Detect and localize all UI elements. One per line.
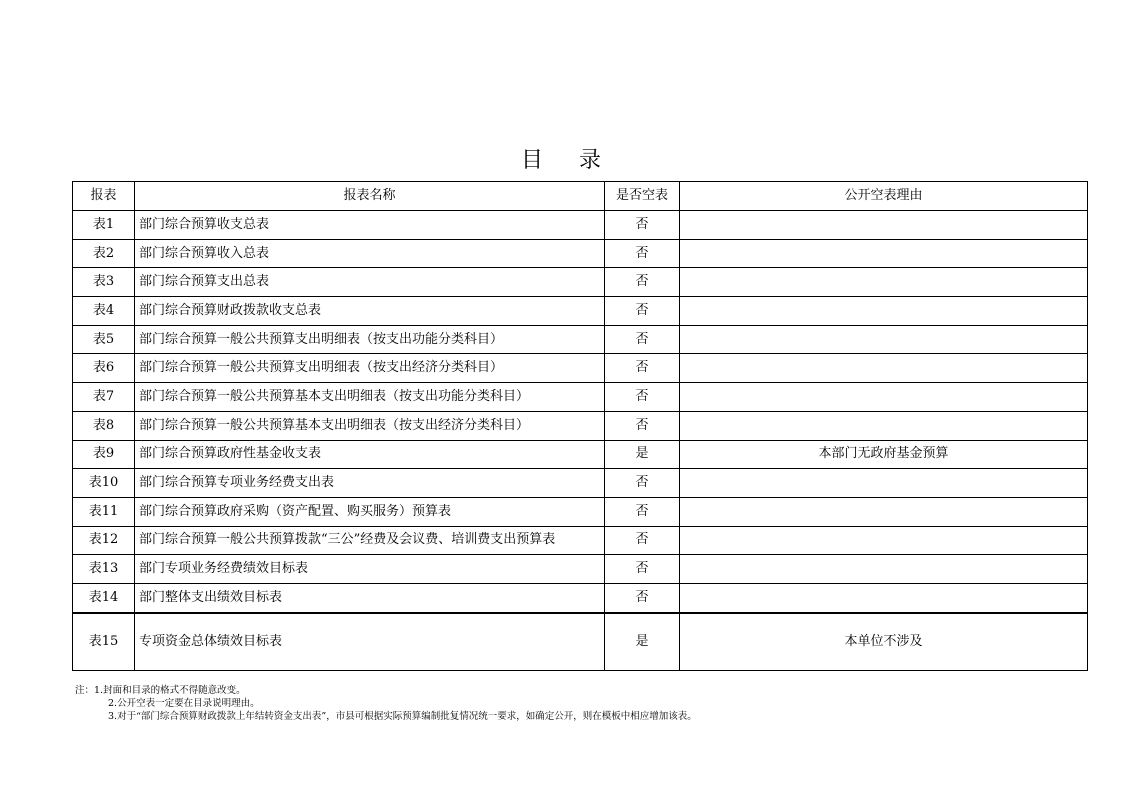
note-2: 2.公开空表一定要在目录说明理由。 — [108, 698, 260, 709]
table-row — [73, 383, 1088, 412]
row-id: 表2 — [73, 239, 135, 268]
row-empty: 否 — [605, 383, 680, 412]
header-report-name: 报表名称 — [135, 182, 605, 211]
table-row — [73, 211, 1088, 240]
table-row — [73, 440, 1088, 469]
row-id: 表15 — [73, 613, 135, 671]
row-reason — [680, 325, 1088, 354]
row-empty: 否 — [605, 211, 680, 240]
row-name: 部门综合预算支出总表 — [135, 268, 605, 297]
table-row — [73, 497, 1088, 526]
row-name: 部门综合预算一般公共预算基本支出明细表（按支出功能分类科目） — [135, 383, 605, 412]
row-reason — [680, 555, 1088, 584]
row-empty: 否 — [605, 526, 680, 555]
row-reason — [680, 411, 1088, 440]
row-name: 部门专项业务经费绩效目标表 — [135, 555, 605, 584]
row-name: 部门综合预算专项业务经费支出表 — [135, 469, 605, 498]
row-id: 表14 — [73, 583, 135, 612]
footnotes — [75, 684, 697, 723]
table-row — [73, 297, 1088, 326]
row-empty: 是 — [605, 440, 680, 469]
row-id: 表11 — [73, 497, 135, 526]
table-row — [73, 411, 1088, 440]
table-row — [73, 354, 1088, 383]
row-name: 部门整体支出绩效目标表 — [135, 583, 605, 612]
table-row — [73, 526, 1088, 555]
header-is-empty: 是否空表 — [605, 182, 680, 211]
row-name: 部门综合预算政府采购（资产配置、购买服务）预算表 — [135, 497, 605, 526]
row-empty: 否 — [605, 555, 680, 584]
header-report: 报表 — [73, 182, 135, 211]
table-row — [73, 268, 1088, 297]
row-empty: 否 — [605, 583, 680, 612]
row-name: 部门综合预算一般公共预算支出明细表（按支出功能分类科目） — [135, 325, 605, 354]
table-row — [73, 613, 1088, 671]
row-id: 表5 — [73, 325, 135, 354]
table-header-row — [73, 182, 1088, 211]
row-id: 表10 — [73, 469, 135, 498]
table-row — [73, 325, 1088, 354]
row-name: 部门综合预算收支总表 — [135, 211, 605, 240]
row-reason — [680, 297, 1088, 326]
row-name: 部门综合预算财政拨款收支总表 — [135, 297, 605, 326]
row-name: 专项资金总体绩效目标表 — [135, 613, 605, 671]
row-id: 表12 — [73, 526, 135, 555]
table-row — [73, 583, 1088, 612]
table-row — [73, 469, 1088, 498]
row-name: 部门综合预算收入总表 — [135, 239, 605, 268]
row-empty: 否 — [605, 297, 680, 326]
row-id: 表7 — [73, 383, 135, 412]
table-row — [73, 239, 1088, 268]
row-empty: 否 — [605, 268, 680, 297]
row-id: 表3 — [73, 268, 135, 297]
row-empty: 是 — [605, 613, 680, 671]
row-id: 表8 — [73, 411, 135, 440]
row-name: 部门综合预算一般公共预算支出明细表（按支出经济分类科目） — [135, 354, 605, 383]
note-line — [75, 684, 697, 697]
row-reason — [680, 268, 1088, 297]
row-reason — [680, 239, 1088, 268]
row-id: 表4 — [73, 297, 135, 326]
row-reason: 本单位不涉及 — [680, 613, 1088, 671]
row-id: 表13 — [73, 555, 135, 584]
row-empty: 否 — [605, 411, 680, 440]
row-reason — [680, 354, 1088, 383]
row-name: 部门综合预算一般公共预算拨款“三公”经费及会议费、培训费支出预算表 — [135, 526, 605, 555]
row-empty: 否 — [605, 325, 680, 354]
catalog-table — [72, 181, 1088, 671]
row-reason — [680, 383, 1088, 412]
note-1: 1.封面和目录的格式不得随意改变。 — [94, 685, 246, 696]
row-reason: 本部门无政府基金预算 — [680, 440, 1088, 469]
row-reason — [680, 469, 1088, 498]
row-empty: 否 — [605, 469, 680, 498]
row-empty: 否 — [605, 239, 680, 268]
row-id: 表9 — [73, 440, 135, 469]
page-title: 目录 — [520, 148, 637, 173]
row-reason — [680, 211, 1088, 240]
row-name: 部门综合预算一般公共预算基本支出明细表（按支出经济分类科目） — [135, 411, 605, 440]
note-prefix: 注： — [75, 685, 95, 696]
row-reason — [680, 526, 1088, 555]
row-empty: 否 — [605, 497, 680, 526]
header-empty-reason: 公开空表理由 — [680, 182, 1088, 211]
note-3: 3.对于“部门综合预算财政拨款上年结转资金支出表”，市县可根据实际预算编制批复情况统一要求，如确定公开，则在模板中相应增加该表。 — [108, 711, 697, 722]
table-row — [73, 555, 1088, 584]
row-id: 表6 — [73, 354, 135, 383]
row-id: 表1 — [73, 211, 135, 240]
row-reason — [680, 583, 1088, 612]
row-empty: 否 — [605, 354, 680, 383]
row-name: 部门综合预算政府性基金收支表 — [135, 440, 605, 469]
row-reason — [680, 497, 1088, 526]
